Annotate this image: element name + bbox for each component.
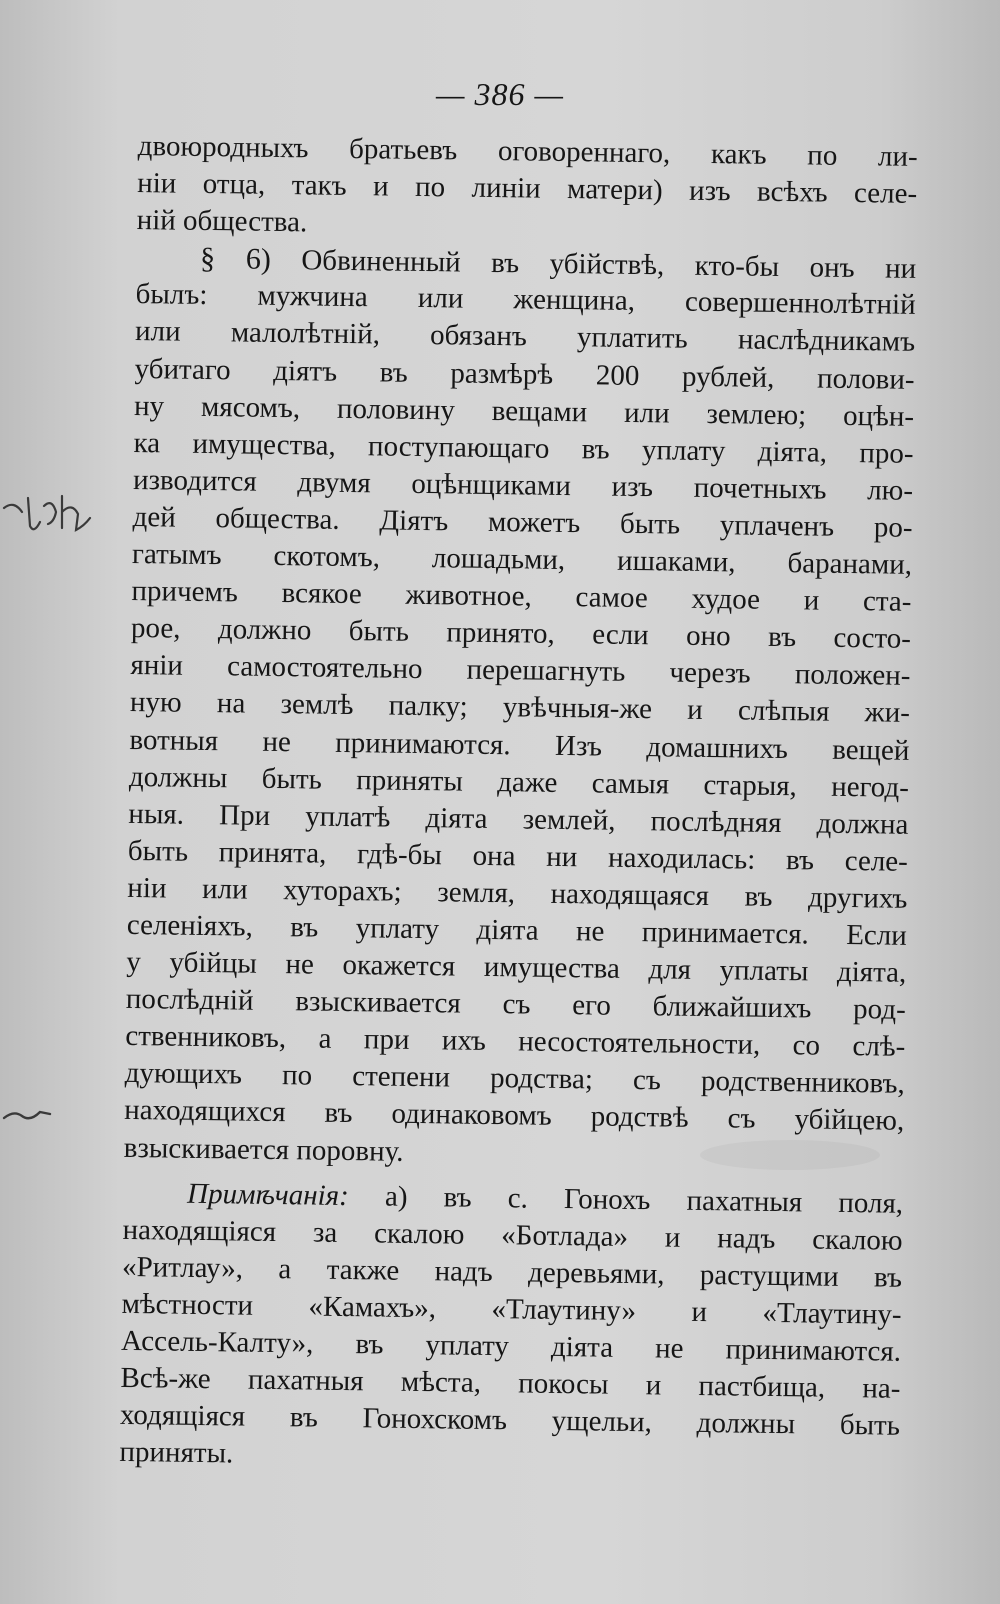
body-line-text: причемъ всякое животное, самое худое и ста- [131,575,912,618]
body-line-text: изводится двумя оцѣнщиками изъ почетныхъ лю- [132,463,914,507]
body-line-text: былъ: мужчина или женщина, совершеннолѣтній [135,278,916,322]
body-line-text: Обвиненный въ убійствѣ, кто-бы онъ ни [301,244,917,286]
note-line-text: «Ритлау», а также надъ деревьями, растущими въ [121,1250,903,1294]
body-line-text: ныя. При уплатѣ діята землей, послѣдняя должна [128,797,909,841]
body-line-text: вотныя не принимаются. Изъ домашнихъ вещей [129,723,910,767]
body-line-text: двоюродныхъ братьевъ оговореннаго, какъ по ли- [137,129,918,173]
body-line-text: послѣдній взыскивается съ его ближайшихъ род- [125,983,906,1026]
body-line-text: ка имущества, поступающаго въ уплату діята, про- [133,426,914,470]
body-line-text: ніи или хуторахъ; земля, находящаяся въ другихъ [127,871,908,915]
body-line-text: находящихся въ одинаковомъ родствѣ съ убійцею, [124,1094,905,1138]
handwritten-margin-note [0,478,110,548]
note-line-text: ходящіяся въ Гонохскомъ ущельи, должны быть [119,1399,901,1442]
body-line-text: убитаго діятъ въ размѣрѣ 200 рублей, полови- [134,352,915,396]
body-line-text: взыскивается поровну. [123,1131,404,1168]
body-line-text: ную на землѣ палку; увѣчныя-же и слѣпыя жи- [129,686,911,730]
body-line-text: дующихъ по степени родства; съ родственниковъ, [124,1057,905,1101]
section-number: § 6) [199,242,272,277]
body-line-text: рое, должно быть принято, если оно въ состо- [130,612,912,656]
body-line-text: ну мясомъ, половину вещами или землею; оцѣн- [133,389,915,433]
notes-label: Примѣчанія: [186,1177,350,1212]
body-line-text: у убійцы не окажется имущества для уплаты діята, [126,945,907,989]
body-line-text: яніи самостоятельно перешагнуть черезъ положен- [130,649,911,693]
handwritten-margin-mark [0,1096,60,1136]
body-line-text: дей общества. Діятъ можетъ быть уплаченъ ро- [132,500,913,544]
main-text [119,128,918,1482]
body-line-text: быть принята, гдѣ-бы она ни находилась: въ селе- [127,834,909,878]
page-number: — 386 — [436,76,564,112]
note-line-text: Ассель-Калту», въ уплату діята не принимаются. [120,1324,902,1368]
body-line-text: гатымъ скотомъ, лошадьми, ишаками, баранами, [131,537,913,581]
body-line-text: ній общества. [136,204,308,239]
note-line-text: а) въ с. Гонохъ пахатныя поля, [384,1180,904,1220]
note-line-text: находящіяся за скалою «Ботлада» и надъ скалою [122,1213,903,1257]
body-line-text: ственниковъ, а при ихъ несостоятельности, со слѣ- [125,1020,906,1064]
note-line-text: мѣстности «Камахъ», «Тлаутину» и «Тлаутину- [121,1287,902,1331]
body-line-text: должны быть приняты даже самыя старыя, негод- [128,760,910,804]
body-line-text: или малолѣтній, обязанъ уплатить наслѣдникамъ [134,315,916,359]
note-line-text: Всѣ-же пахатныя мѣста, покосы и пастбища, на- [120,1361,901,1405]
body-line-text: селеніяхъ, въ уплату діята не принимается. Если [126,908,908,952]
body-line-text: ніи отца, такъ и по линіи матери) изъ всѣхъ селе- [137,167,918,210]
note-line-text: приняты. [119,1436,234,1470]
